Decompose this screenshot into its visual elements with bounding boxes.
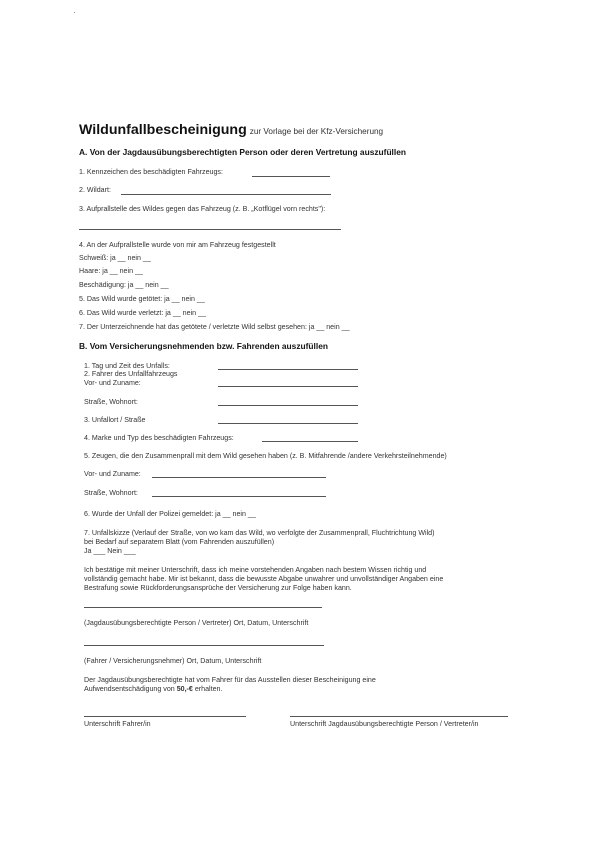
- section-b-q6[interactable]: 6. Wurde der Unfall der Polizei gemeldet: ja __ nein __: [84, 510, 256, 518]
- section-b-heading: B. Vom Versicherungsnehmenden bzw. Fahrenden auszufüllen: [79, 341, 328, 351]
- accident-location-field[interactable]: [218, 423, 358, 424]
- hair-checkbox[interactable]: Haare: ja __ nein __: [79, 267, 143, 275]
- section-b-q3: 3. Unfallort / Straße: [84, 416, 146, 424]
- section-a-q6[interactable]: 6. Das Wild wurde verletzt: ja __ nein __: [79, 309, 206, 317]
- witness-name-field[interactable]: [152, 477, 326, 478]
- section-b-q2-street: Straße, Wohnort:: [84, 398, 138, 406]
- driver-signature-field[interactable]: [84, 645, 324, 646]
- driver-address-field[interactable]: [218, 405, 358, 406]
- footer-hunter-caption: Unterschrift Jagdausübungsberechtigte Person / Vertreter/in: [290, 720, 479, 728]
- title-sub: zur Vorlage bei der Kfz-Versicherung: [249, 127, 384, 136]
- section-a-q2: 2. Wildart:: [79, 186, 111, 194]
- footer-driver-caption: Unterschrift Fahrer/in: [84, 720, 151, 728]
- compensation-text-end: erhalten.: [192, 685, 223, 693]
- section-a-heading: A. Von der Jagdausübungsberechtigten Person oder deren Vertretung auszufüllen: [79, 147, 406, 157]
- title-main: Wildunfallbescheinigung: [79, 122, 247, 138]
- compensation-amount: 50,-€: [176, 685, 193, 693]
- driver-signature-caption: (Fahrer / Versicherungsnehmer) Ort, Datum, Unterschrift: [84, 657, 262, 665]
- damage-checkbox[interactable]: Beschädigung: ja __ nein __: [79, 281, 169, 289]
- compensation-line-1: Der Jagdausübungsberechtigte hat vom Fahrer für das Ausstellen dieser Bescheinigung eine: [84, 676, 376, 684]
- section-b-q2-name: Vor- und Zuname:: [84, 379, 141, 387]
- section-b-q5-name: Vor- und Zuname:: [84, 470, 141, 478]
- section-b-q5-street: Straße, Wohnort:: [84, 489, 138, 497]
- confirmation-line-1: Ich bestätige mit meiner Unterschrift, dass ich meine vorstehenden Angaben nach bestem Wissen richtig und: [84, 566, 427, 574]
- confirmation-line-2: vollständig gemacht habe. Mir ist bekannt, dass die bewusste Abgabe unwahrer und unvollständiger Angaben eine: [84, 575, 444, 583]
- blood-checkbox[interactable]: Schweiß: ja __ nein __: [79, 254, 151, 262]
- vehicle-make-field[interactable]: [262, 441, 358, 442]
- hunter-signature-field[interactable]: [84, 607, 322, 608]
- hunter-signature-caption: (Jagdausübungsberechtigte Person / Vertreter) Ort, Datum, Unterschrift: [84, 619, 309, 627]
- footer-hunter-signature-line[interactable]: [290, 716, 508, 717]
- accident-date-field[interactable]: [218, 369, 358, 370]
- footer-driver-signature-line[interactable]: [84, 716, 246, 717]
- section-b-q7-line2: bei Bedarf auf separatem Blatt (vom Fahrenden auszufüllen): [84, 538, 275, 546]
- game-species-field[interactable]: [121, 194, 331, 195]
- sketch-yes-no[interactable]: Ja ___ Nein ___: [84, 547, 136, 555]
- impact-point-field[interactable]: [79, 229, 341, 230]
- section-b-q1: 1. Tag und Zeit des Unfalls:: [84, 362, 170, 370]
- section-a-q1: 1. Kennzeichen des beschädigten Fahrzeugs:: [79, 168, 223, 176]
- section-b-q5: 5. Zeugen, die den Zusammenprall mit dem Wild gesehen haben (z. B. Mitfahrende /andere Verkehrsteilnehmende): [84, 452, 447, 460]
- driver-name-field[interactable]: [218, 386, 358, 387]
- vehicle-plate-field[interactable]: [252, 176, 330, 177]
- compensation-text: Aufwendsentschädigung von: [84, 685, 177, 693]
- compensation-line-2: [84, 685, 222, 694]
- form-title: [79, 121, 383, 139]
- section-a-q7[interactable]: 7. Der Unterzeichnende hat das getötete / verletzte Wild selbst gesehen: ja __ nein __: [79, 323, 350, 331]
- section-b-q2: 2. Fahrer des Unfallfahrzeugs: [84, 370, 178, 378]
- section-b-q7-line1: 7. Unfallskizze (Verlauf der Straße, von wo kam das Wild, wo verfolgte der Zusammenprall, Fluchtrichtung Wild): [84, 529, 435, 537]
- section-b-q4: 4. Marke und Typ des beschädigten Fahrzeugs:: [84, 434, 234, 442]
- section-a-q5[interactable]: 5. Das Wild wurde getötet: ja __ nein __: [79, 295, 205, 303]
- section-a-q3: 3. Aufprallstelle des Wildes gegen das Fahrzeug (z. B. „Kotflügel vorn rechts"):: [79, 205, 326, 213]
- witness-address-field[interactable]: [152, 496, 326, 497]
- scan-speck: [74, 12, 75, 13]
- confirmation-line-3: Bestrafung sowie Rückforderungsansprüche der Versicherung zur Folge haben kann.: [84, 584, 352, 592]
- section-a-q4: 4. An der Aufprallstelle wurde von mir am Fahrzeug festgestellt: [79, 241, 276, 249]
